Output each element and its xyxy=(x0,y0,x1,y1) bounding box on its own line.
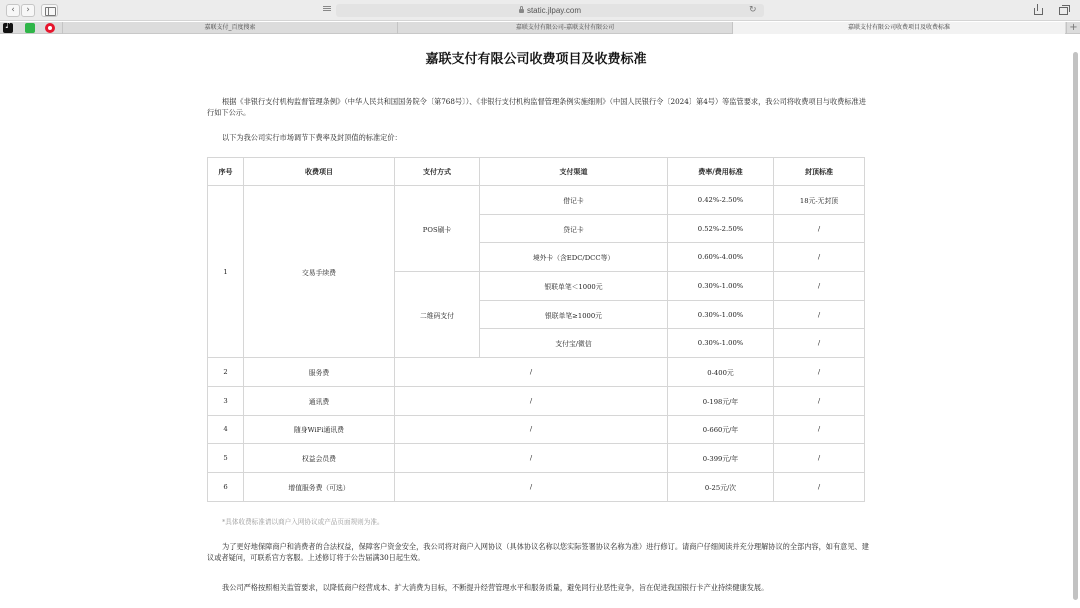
table-row xyxy=(208,472,865,501)
tab-baidu-search[interactable]: 嘉联支付_百度搜索 xyxy=(62,22,397,34)
cell-cap: 18元-无封顶 xyxy=(774,186,865,215)
reader-view-icon[interactable] xyxy=(320,4,334,17)
header-item: 收费项目 xyxy=(244,158,395,186)
table-row xyxy=(208,386,865,415)
closing-paragraph: 我公司严格按照相关监管要求，以降低商户经营成本、扩大消费为目标，不断提升经营管理水平和服务质量，避免同行业恶性竞争，旨在促进我国银行卡产业持续健康发展。 xyxy=(222,583,769,592)
wechat-icon[interactable] xyxy=(25,23,35,33)
cell-channel: 贷记卡 xyxy=(480,214,668,243)
cell-cap: / xyxy=(774,472,865,501)
notice-paragraph: 为了更好地保障商户和消费者的合法权益，保障客户资金安全，我公司将对商户入网协议（具体协议名称以您实际签署协议名称为准）进行修订。请商户仔细阅读并充分理解协议的全部内容，如有意见、建议或者疑问，可联系官方客服。上述修订将于公告届满30日起生效。 xyxy=(207,542,869,562)
cell-rate: 0-25元/次 xyxy=(668,472,774,501)
cell-cap: / xyxy=(774,329,865,358)
chevron-right-icon: › xyxy=(26,5,30,15)
cell-rate: 0.30%-1.00% xyxy=(668,300,774,329)
table-intro-text: 以下为我公司实行市场调节下费率及封顶值的标准定价： xyxy=(222,133,402,142)
reload-icon[interactable]: ↻ xyxy=(749,5,757,15)
cell-item: 通讯费 xyxy=(244,386,395,415)
intro-paragraph: 根据《非银行支付机构监督管理条例》（中华人民共和国国务院令〔第768号〕）、《非银行支付机构监督管理条例实施细则》（中国人民银行令〔2024〕第4号）等监管要求，我公司将收费项目与收费标准进行如下公示。 xyxy=(207,97,866,117)
cell-method: / xyxy=(395,386,668,415)
header-rate: 费率/费用标准 xyxy=(668,158,774,186)
chevron-left-icon: ‹ xyxy=(11,5,15,15)
cell-cap: / xyxy=(774,214,865,243)
header-no: 序号 xyxy=(208,158,244,186)
cell-cap: / xyxy=(774,300,865,329)
tiktok-icon[interactable] xyxy=(3,23,13,33)
address-text: static.jlpay.com xyxy=(526,6,582,15)
cell-cap: / xyxy=(774,415,865,444)
tab-bar xyxy=(0,22,1080,34)
cell-rate: 0-660元/年 xyxy=(668,415,774,444)
cell-rate: 0.52%-2.50% xyxy=(668,214,774,243)
cell-cap: / xyxy=(774,444,865,473)
cell-cap: / xyxy=(774,358,865,387)
lock-icon xyxy=(519,9,524,13)
cell-channel: 支付宝/微信 xyxy=(480,329,668,358)
header-method: 支付方式 xyxy=(395,158,480,186)
cell-method: / xyxy=(395,415,668,444)
cell-channel: 境外卡（含EDC/DCC等） xyxy=(480,243,668,272)
table-row xyxy=(208,358,865,387)
footnote-text: *具体收费标准请以商户入网协议或产品页面规则为准。 xyxy=(222,518,384,526)
cell-rate: 0.30%-1.00% xyxy=(668,329,774,358)
page-title: 嘉联支付有限公司收费项目及收费标准 xyxy=(425,52,647,67)
cell-rate: 0.42%-2.50% xyxy=(668,186,774,215)
cell-method: / xyxy=(395,444,668,473)
cell-method: 二维码支付 xyxy=(395,272,480,358)
cell-cap: / xyxy=(774,272,865,301)
back-button[interactable] xyxy=(6,4,20,17)
cell-no: 3 xyxy=(208,386,244,415)
cell-channel: 银联单笔＜1000元 xyxy=(480,272,668,301)
fee-table xyxy=(207,157,865,502)
weibo-icon[interactable] xyxy=(45,23,55,33)
share-icon[interactable] xyxy=(1031,4,1045,17)
cell-rate: 0.60%-4.00% xyxy=(668,243,774,272)
tab-fee-standard[interactable]: 嘉联支付有限公司收费项目及收费标准 xyxy=(732,22,1065,34)
cell-item: 权益会员费 xyxy=(244,444,395,473)
cell-channel: 借记卡 xyxy=(480,186,668,215)
cell-item: 服务费 xyxy=(244,358,395,387)
cell-no: 1 xyxy=(208,186,244,358)
new-tab-button[interactable]: + xyxy=(1066,22,1080,34)
table-row xyxy=(208,186,865,215)
cell-no: 4 xyxy=(208,415,244,444)
cell-item: 增值服务费（可选） xyxy=(244,472,395,501)
header-cap: 封顶标准 xyxy=(774,158,865,186)
cell-item: 随身WiFi通讯费 xyxy=(244,415,395,444)
cell-rate: 0-400元 xyxy=(668,358,774,387)
cell-rate: 0-198元/年 xyxy=(668,386,774,415)
cell-cap: / xyxy=(774,243,865,272)
cell-method: / xyxy=(395,358,668,387)
cell-method: / xyxy=(395,472,668,501)
table-header-row xyxy=(208,158,865,186)
cell-cap: / xyxy=(774,386,865,415)
tab-overview-icon[interactable] xyxy=(1057,4,1071,17)
cell-no: 5 xyxy=(208,444,244,473)
tab-jlpay-home[interactable]: 嘉联支付有限公司-嘉联支付有限公司 xyxy=(397,22,732,34)
cell-channel: 银联单笔≥1000元 xyxy=(480,300,668,329)
header-channel: 支付渠道 xyxy=(480,158,668,186)
vertical-scrollbar[interactable] xyxy=(1073,52,1078,600)
forward-button[interactable] xyxy=(21,4,35,17)
browser-toolbar xyxy=(0,0,1080,21)
sidebar-toggle-icon[interactable] xyxy=(41,4,58,17)
cell-no: 6 xyxy=(208,472,244,501)
table-row xyxy=(208,444,865,473)
cell-rate: 0-399元/年 xyxy=(668,444,774,473)
cell-no: 2 xyxy=(208,358,244,387)
address-bar[interactable] xyxy=(336,4,764,17)
cell-method: POS刷卡 xyxy=(395,186,480,272)
table-row xyxy=(208,415,865,444)
cell-rate: 0.30%-1.00% xyxy=(668,272,774,301)
cell-item: 交易手续费 xyxy=(244,186,395,358)
